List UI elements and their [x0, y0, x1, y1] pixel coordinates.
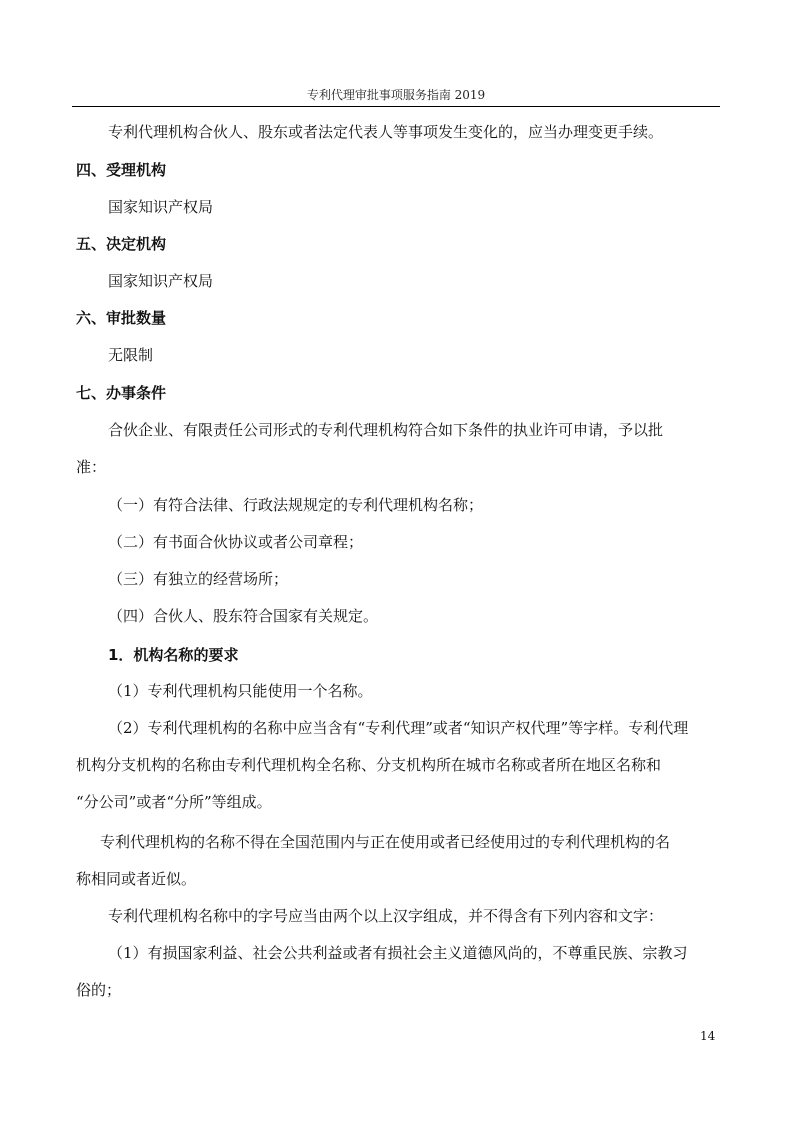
requirement-2-line3: “分公司”或者“分所”等组成。 [76, 793, 272, 811]
requirement-2-line1: （2）专利代理机构的名称中应当含有“专利代理”或者“知识产权代理”等字样。专利代理 [108, 719, 689, 737]
heading-decision-agency: 五、决定机构 [76, 235, 167, 253]
paragraph-acceptance-agency: 国家知识产权局 [108, 198, 214, 216]
paragraph-unique-name-line1: 专利代理机构的名称不得在全国范围内与正在使用或者已经使用过的专利代理机构的名 [100, 833, 671, 851]
paragraph-approval-quantity: 无限制 [108, 346, 154, 364]
requirement-2-line2: 机构分支机构的名称由专利代理机构全名称、分支机构所在城市名称或者所在地区名称和 [76, 756, 662, 774]
heading-conditions: 七、办事条件 [76, 384, 167, 402]
page-header: 专利代理审批事项服务指南 2019 [306, 88, 486, 102]
condition-item-3: （三）有独立的经营场所； [108, 570, 289, 588]
requirement-1: （1）专利代理机构只能使用一个名称。 [108, 682, 373, 700]
condition-item-2: （二）有书面合伙协议或者公司章程； [108, 533, 364, 551]
condition-item-1: （一）有符合法律、行政法规规定的专利代理机构名称； [108, 496, 484, 514]
paragraph-conditions-line2: 准： [76, 458, 107, 476]
paragraph-unique-name-line2: 称相同或者近似。 [76, 870, 197, 888]
paragraph-trade-name: 专利代理机构名称中的字号应当由两个以上汉字组成，并不得含有下列内容和文字： [108, 907, 664, 925]
condition-item-4: （四）合伙人、股东符合国家有关规定。 [108, 607, 379, 625]
heading-approval-quantity: 六、审批数量 [76, 309, 167, 327]
paragraph-conditions-line1: 合伙企业、有限责任公司形式的专利代理机构符合如下条件的执业许可申请，予以批 [108, 421, 664, 439]
paragraph-change: 专利代理机构合伙人、股东或者法定代表人等事项发生变化的，应当办理变更手续。 [108, 123, 664, 141]
prohibition-1-line1: （1）有损国家利益、社会公共利益或者有损社会主义道德风尚的，不尊重民族、宗教习 [108, 944, 688, 962]
page-number: 14 [700, 1029, 716, 1043]
paragraph-decision-agency: 国家知识产权局 [108, 272, 214, 290]
heading-acceptance-agency: 四、受理机构 [76, 161, 167, 179]
subheading-name-requirements: 1．机构名称的要求 [108, 646, 239, 664]
prohibition-1-line2: 俗的； [76, 981, 122, 999]
header-rule [72, 106, 720, 107]
